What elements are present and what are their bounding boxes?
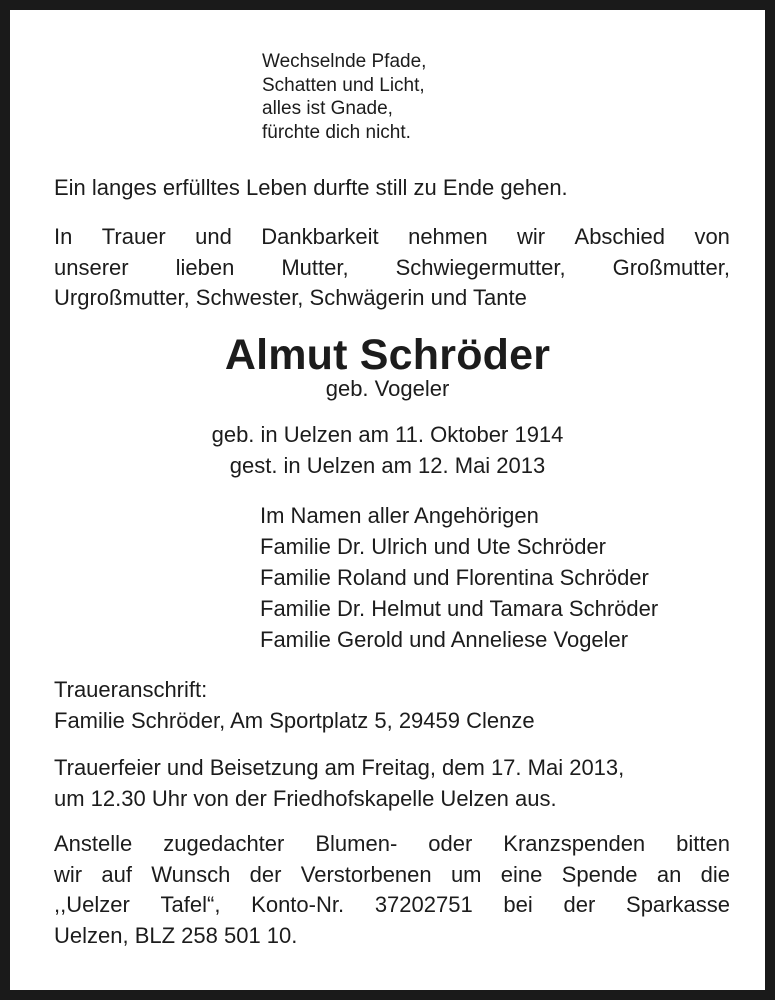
service-line-2: um 12.30 Uhr von der Friedhofskapelle Uelzen aus. [54, 785, 557, 811]
poem [262, 50, 426, 144]
service-info [54, 753, 730, 814]
donation-line-1: Anstelle zugedachter Blumen- oder Kranzspenden bitten [54, 831, 730, 856]
farewell-line-3: Urgroßmutter, Schwester, Schwägerin und Tante [54, 285, 527, 310]
farewell-line-2: unserer lieben Mutter, Schwiegermutter, Großmutter, [54, 254, 730, 280]
birth-info: geb. in Uelzen am 11. Oktober 1914 [211, 422, 564, 447]
address-value: Familie Schröder, Am Sportplatz 5, 29459 Clenze [54, 708, 535, 733]
signatory-line: Familie Roland und Florentina Schröder [260, 565, 649, 590]
maiden-name: geb. Vogeler [325, 376, 450, 401]
farewell-paragraph [54, 222, 730, 314]
farewell-line-1: In Trauer und Dankbarkeit nehmen wir Abschied von [54, 224, 730, 249]
service-line-1: Trauerfeier und Beisetzung am Freitag, dem 17. Mai 2013, [54, 755, 625, 780]
deceased-name: Almut Schröder [224, 331, 551, 379]
poem-line: alles ist Gnade, [262, 98, 393, 119]
poem-line: fürchte dich nicht. [262, 121, 411, 143]
signatory-line: Familie Gerold und Anneliese Vogeler [260, 627, 629, 652]
intro-text: Ein langes erfülltes Leben durfte still zu Ende gehen. [54, 175, 568, 200]
death-info: gest. in Uelzen am 12. Mai 2013 [229, 453, 546, 478]
donation-request [54, 829, 730, 951]
donation-line-2: wir auf Wunsch der Verstorbenen um eine Spende an die [54, 861, 730, 887]
mourning-address [54, 674, 535, 736]
poem-line: Wechselnde Pfade, [262, 51, 427, 72]
signatory-line: Familie Dr. Helmut und Tamara Schröder [260, 596, 659, 621]
donation-line-3: ,,Uelzer Tafel“, Konto-Nr. 37202751 bei der Sparkasse [54, 892, 730, 917]
address-label: Traueranschrift: [54, 677, 208, 702]
signatories [260, 500, 658, 655]
donation-line-4: Uelzen, BLZ 258 501 10. [54, 922, 298, 948]
poem-line: Schatten und Licht, [262, 74, 425, 96]
signatory-line: Familie Dr. Ulrich und Ute Schröder [260, 534, 607, 559]
signatory-line: Im Namen aller Angehörigen [260, 503, 539, 528]
